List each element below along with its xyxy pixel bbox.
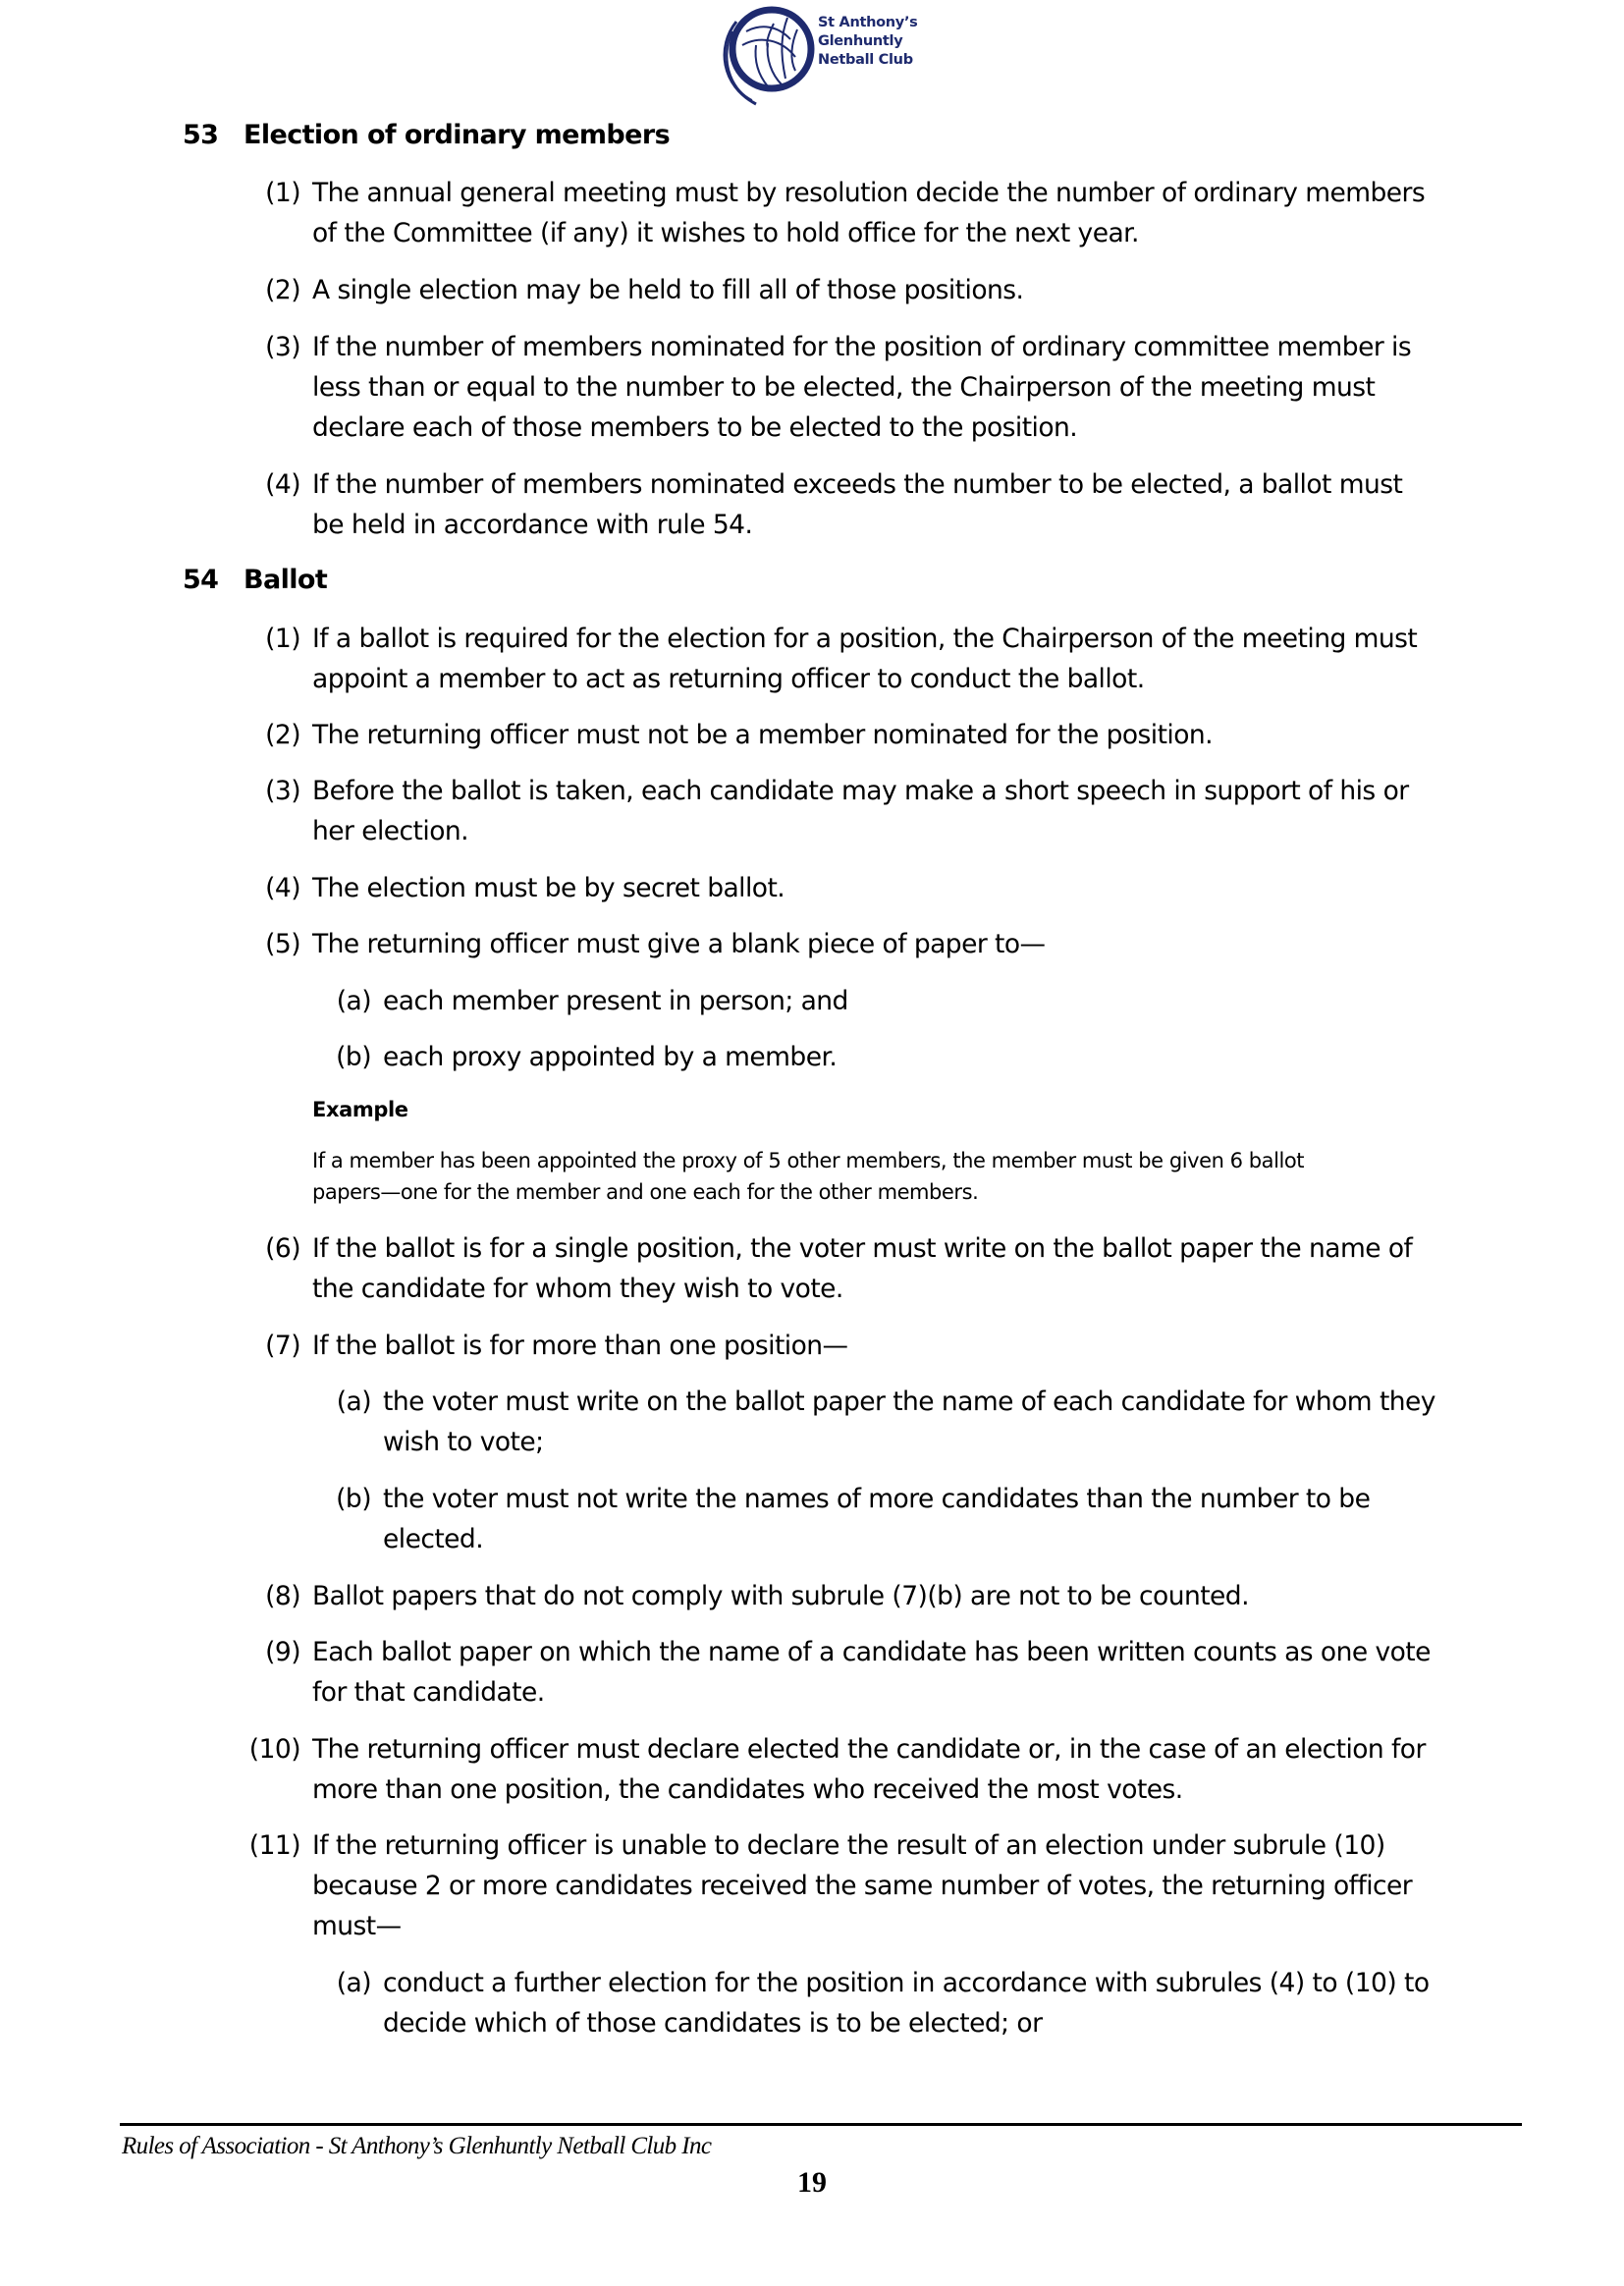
subrule-label: (2) (265, 275, 300, 305)
subrule-line: If the ballot is for more than one position— (312, 1331, 848, 1361)
rule-heading (183, 565, 327, 595)
paragraph-line: each proxy appointed by a member. (383, 1042, 838, 1072)
subrule-line: the candidate for whom they wish to vote. (312, 1274, 843, 1304)
subrule-line: The returning officer must not be a member nominated for the position. (312, 720, 1214, 750)
subrule-line: for that candidate. (312, 1677, 545, 1708)
paragraph-label: (b) (336, 1042, 371, 1072)
subrule-label: (11) (248, 1830, 300, 1861)
subrule-label: (10) (248, 1734, 300, 1765)
subrule-line: must— (312, 1911, 402, 1941)
subrule-label: (3) (265, 332, 300, 362)
paragraph-line: the voter must not write the names of more candidates than the number to be (383, 1484, 1371, 1514)
subrule-label: (7) (265, 1331, 300, 1361)
club-name-line: Glenhuntly (818, 33, 903, 49)
paragraph-label: (a) (336, 1387, 371, 1417)
example-line: If a member has been appointed the proxy of 5 other members, the member must be given 6 ballot (312, 1149, 1305, 1172)
footer-title: Rules of Association - St Anthony’s Glenhuntly Netball Club Inc (122, 2133, 712, 2159)
subrule-label: (4) (265, 873, 300, 903)
paragraph-line: conduct a further election for the position in accordance with subrules (4) to (10) to (383, 1968, 1430, 1998)
subrule-line: be held in accordance with rule 54. (312, 510, 753, 540)
subrule-line: more than one position, the candidates who received the most votes. (312, 1774, 1183, 1805)
subrule-label: (5) (265, 929, 300, 959)
subrule-line: declare each of those members to be elected to the position. (312, 412, 1078, 443)
subrule-line: Each ballot paper on which the name of a candidate has been written counts as one vote (312, 1637, 1431, 1667)
paragraph-label: (a) (336, 986, 371, 1016)
subrule-line: If the number of members nominated for the position of ordinary committee member is (312, 332, 1412, 362)
subrule-line: A single election may be held to fill all of those positions. (312, 275, 1024, 305)
subrule-line: less than or equal to the number to be elected, the Chairperson of the meeting must (312, 372, 1376, 403)
subrule-line: Ballot papers that do not comply with subrule (7)(b) are not to be counted. (312, 1581, 1249, 1611)
subrule-line: her election. (312, 816, 468, 846)
example-line: papers—one for the member and one each for the other members. (312, 1180, 979, 1204)
club-name-line: Netball Club (818, 52, 913, 68)
subrule-label: (4) (265, 469, 300, 500)
subrule-line: Before the ballot is taken, each candidate may make a short speech in support of his or (312, 776, 1409, 806)
footer-divider (120, 2123, 1522, 2126)
netball-icon (717, 2, 815, 108)
paragraph-line: each member present in person; and (383, 986, 848, 1016)
rule-number: 54 (183, 565, 219, 595)
subrule-label: (6) (265, 1233, 300, 1264)
subrule-line: The election must be by secret ballot. (312, 873, 785, 903)
subrule-label: (1) (265, 178, 300, 208)
example-heading: Example (312, 1098, 408, 1121)
rule-title: Election of ordinary members (244, 120, 671, 150)
rule-number: 53 (183, 120, 219, 150)
subrule-label: (1) (265, 624, 300, 654)
subrule-line: of the Committee (if any) it wishes to hold office for the next year. (312, 218, 1139, 248)
subrule-line: If the returning officer is unable to declare the result of an election under subrule (10) (312, 1830, 1385, 1861)
paragraph-line: decide which of those candidates is to be elected; or (383, 2008, 1043, 2039)
paragraph-label: (b) (336, 1484, 371, 1514)
subrule-label: (2) (265, 720, 300, 750)
subrule-label: (9) (265, 1637, 300, 1667)
club-name-line: St Anthony’s (818, 15, 918, 30)
subrule-line: because 2 or more candidates received the same number of votes, the returning officer (312, 1871, 1413, 1901)
rule-title: Ballot (244, 565, 328, 595)
subrule-line: The returning officer must declare elected the candidate or, in the case of an election for (312, 1734, 1426, 1765)
paragraph-line: the voter must write on the ballot paper the name of each candidate for whom they (383, 1387, 1435, 1417)
paragraph-line: elected. (383, 1524, 484, 1554)
subrule-label: (3) (265, 776, 300, 806)
subrule-line: If the ballot is for a single position, the voter must write on the ballot paper the name of (312, 1233, 1413, 1264)
club-logo (717, 2, 933, 108)
subrule-line: The annual general meeting must by resolution decide the number of ordinary members (312, 178, 1426, 208)
club-name (818, 14, 918, 70)
paragraph-line: wish to vote; (383, 1427, 544, 1457)
subrule-line: The returning officer must give a blank piece of paper to— (312, 929, 1046, 959)
page-number: 19 (797, 2166, 827, 2199)
subrule-label: (8) (265, 1581, 300, 1611)
subrule-line: appoint a member to act as returning officer to conduct the ballot. (312, 664, 1145, 694)
subrule-line: If the number of members nominated exceeds the number to be elected, a ballot must (312, 469, 1403, 500)
rule-heading (183, 120, 670, 150)
paragraph-label: (a) (336, 1968, 371, 1998)
subrule-line: If a ballot is required for the election for a position, the Chairperson of the meeting must (312, 624, 1418, 654)
